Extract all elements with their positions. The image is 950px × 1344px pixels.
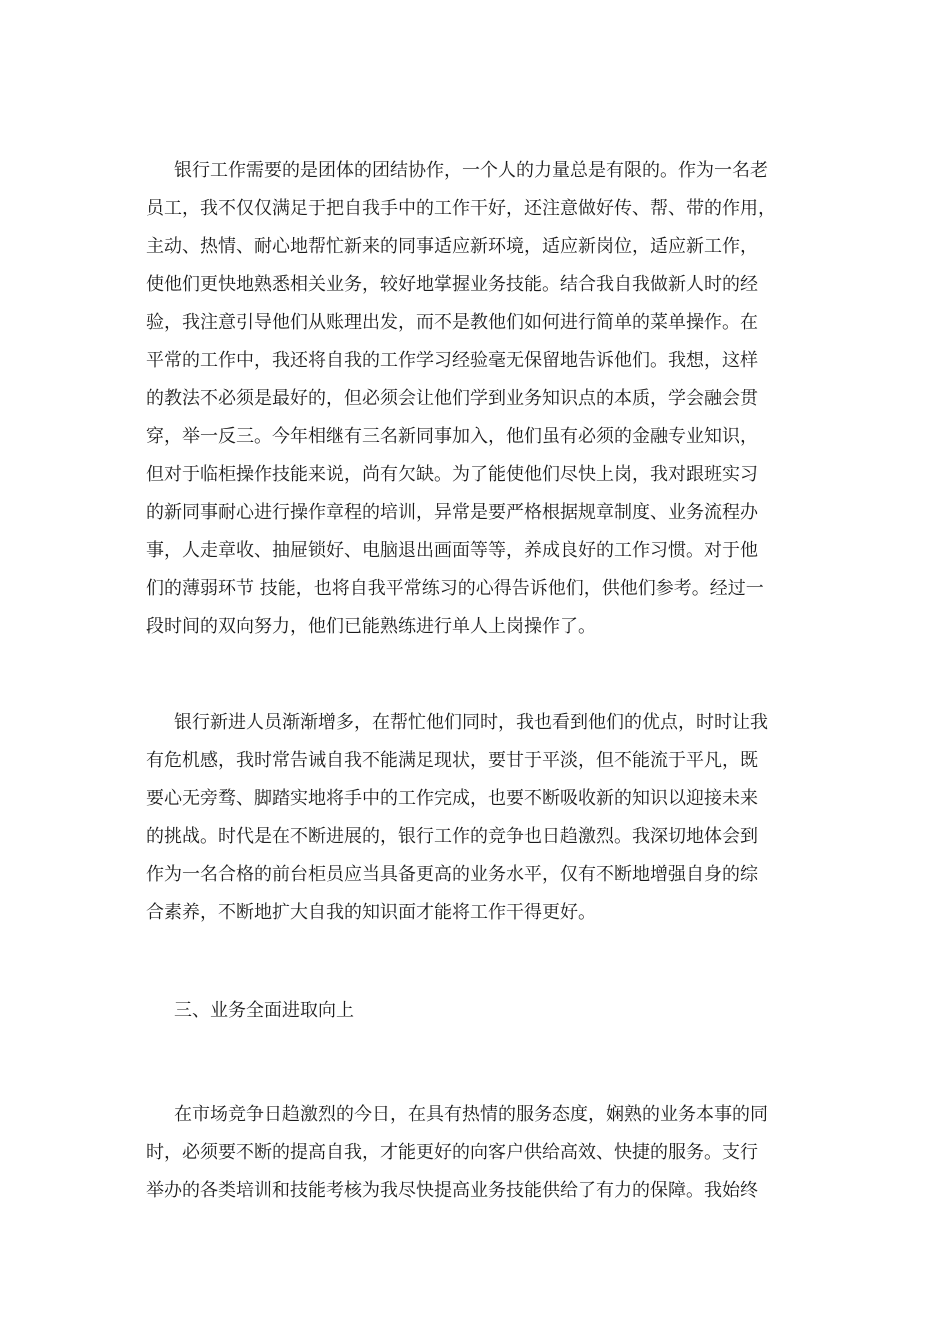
paragraph-1 [146, 152, 806, 646]
paragraph-line: 要心无旁骛、脚踏实地将手中的工作完成，也要不断吸收新的知识以迎接未来 [146, 788, 758, 809]
paragraph-line: 时，必须要不断的提高自我，才能更好的向客户供给高效、快捷的服务。支行 [146, 1142, 758, 1163]
paragraph-line: 穿，举一反三。今年相继有三名新同事加入，他们虽有必须的金融专业知识， [146, 426, 758, 447]
paragraph-line: 举办的各类培训和技能考核为我尽快提高业务技能供给了有力的保障。我始终 [146, 1180, 758, 1201]
paragraph-line: 但对于临柜操作技能来说，尚有欠缺。为了能使他们尽快上岗，我对跟班实习 [146, 464, 758, 485]
paragraph-line: 有危机感，我时常告诫自我不能满足现状，要甘于平淡，但不能流于平凡，既 [146, 750, 758, 771]
paragraph-line: 员工，我不仅仅满足于把自我手中的工作干好，还注意做好传、帮、带的作用， [146, 198, 776, 219]
paragraph-line: 们的薄弱环节 技能，也将自我平常练习的心得告诉他们，供他们参考。经过一 [146, 578, 764, 599]
paragraph-line: 平常的工作中，我还将自我的工作学习经验毫无保留地告诉他们。我想，这样 [146, 350, 758, 371]
paragraph-line: 银行新进人员渐渐增多，在帮忙他们同时，我也看到他们的优点，时时让我 [174, 712, 768, 733]
paragraph-line: 银行工作需要的是团体的团结协作，一个人的力量总是有限的。作为一名老 [174, 160, 768, 181]
paragraph-line: 作为一名合格的前台柜员应当具备更高的业务水平，仅有不断地增强自身的综 [146, 864, 758, 885]
paragraph-line: 验，我注意引导他们从账理出发，而不是教他们如何进行简单的菜单操作。在 [146, 312, 758, 333]
paragraph-line: 的新同事耐心进行操作章程的培训，异常是要严格根据规章制度、业务流程办 [146, 502, 758, 523]
section-heading: 三、业务全面进取向上 [174, 1000, 354, 1021]
paragraph-line: 的挑战。时代是在不断进展的，银行工作的竞争也日趋激烈。我深切地体会到 [146, 826, 758, 847]
paragraph-line: 的教法不必须是最好的，但必须会让他们学到业务知识点的本质，学会融会贯 [146, 388, 758, 409]
paragraph-line: 段时间的双向努力，他们已能熟练进行单人上岗操作了。 [146, 616, 596, 637]
paragraph-3 [146, 1096, 806, 1210]
paragraph-line: 主动、热情、耐心地帮忙新来的同事适应新环境，适应新岗位，适应新工作， [146, 236, 758, 257]
paragraph-line: 事，人走章收、抽屉锁好、电脑退出画面等等，养成良好的工作习惯。对于他 [146, 540, 758, 561]
paragraph-line: 使他们更快地熟悉相关业务，较好地掌握业务技能。结合我自我做新人时的经 [146, 274, 758, 295]
paragraph-line: 在市场竞争日趋激烈的今日，在具有热情的服务态度，娴熟的业务本事的同 [174, 1104, 768, 1125]
paragraph-line: 合素养，不断地扩大自我的知识面才能将工作干得更好。 [146, 902, 596, 923]
paragraph-2 [146, 704, 806, 932]
